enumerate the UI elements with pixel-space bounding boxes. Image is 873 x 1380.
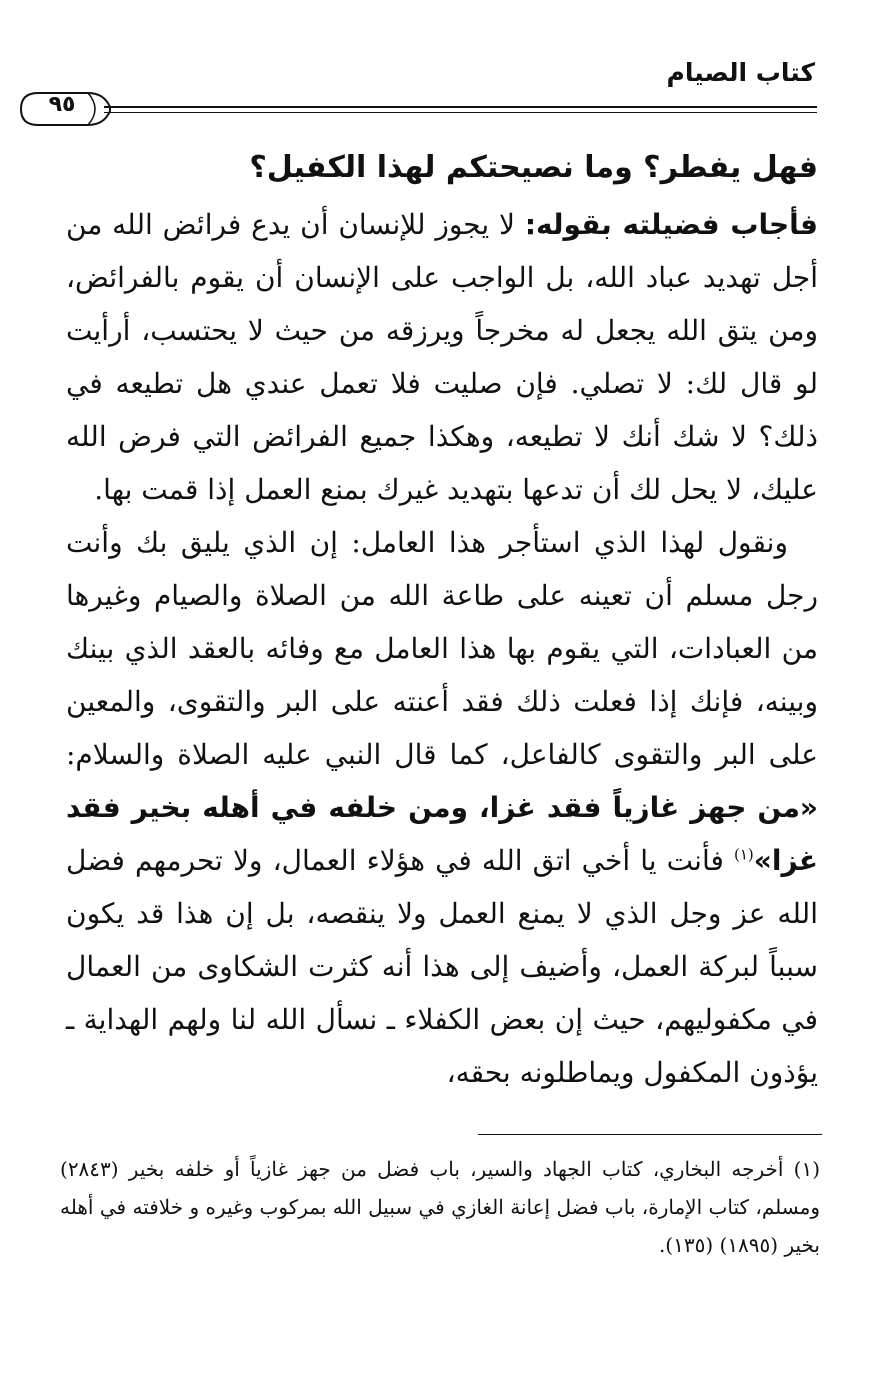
advice-text-before: ونقول لهذا الذي استأجر هذا العامل: إن الذي يليق بك وأنت رجل مسلم أن تعينه على طاعة الله من الصلاة والصيام وغيرها من العبادات، التي يقوم بها هذا العامل مع وفائه بالعقد الذي بينك وبينه، فإنك إذا فعلت ذلك فقد أعنته على البر والتقوى، والمعين على البر والتقوى كالفاعل، كما قال النبي عليه الصلاة والسلام: bbox=[66, 526, 818, 771]
page-number-badge bbox=[18, 90, 112, 128]
main-text bbox=[66, 140, 818, 1099]
footnote-rule bbox=[478, 1134, 822, 1135]
answer-lead: فأجاب فضيلته بقوله: bbox=[524, 208, 819, 241]
header-rule bbox=[104, 106, 817, 113]
footnote: (١) أخرجه البخاري، كتاب الجهاد والسير، باب فضل من جهز غازياً أو خلفه بخير (٢٨٤٣) ومسلم، كتاب الإمارة، باب فضل إعانة الغازي في سبيل الله بمركوب وغيره و خلافته في أهله بخير (١٨٩٥) (١٣٥). bbox=[60, 1157, 820, 1257]
advice-text-after: فأنت يا أخي اتق الله في هؤلاء العمال، ولا تحرمهم فضل الله عز وجل الذي لا يمنع العمل ولا ينقصه، بل إن هذا قد يكون سبباً لبركة العمل، وأضيف إلى هذا أنه كثرت الشكاوى من العمال في مكفوليهم، حيث إن بعض الكفلاء ـ نسأل الله لنا ولهم الهداية ـ يؤذون المكفول ويماطلونه بحقه، bbox=[66, 844, 818, 1089]
page-number: ٩٥ bbox=[48, 92, 76, 117]
question-heading: فهل يفطر؟ وما نصيحتكم لهذا الكفيل؟ bbox=[249, 150, 818, 185]
footnote-reference[interactable]: (١) bbox=[733, 845, 754, 864]
hadith-quote: «من جهز غازياً فقد غزا، ومن خلفه في أهله بخير فقد غزا» bbox=[66, 791, 818, 877]
advice-paragraph bbox=[66, 516, 818, 1099]
answer-paragraph bbox=[66, 198, 818, 516]
answer-text: لا يجوز للإنسان أن يدع فرائض الله من أجل تهديد عباد الله، بل الواجب على الإنسان أن يقوم بالفرائض، ومن يتق الله يجعل له مخرجاً ويرزقه من حيث لا يحتسب، أرأيت لو قال لك: لا تصلي. فإن صليت فلا تعمل عندي هل تطيعه في ذلك؟ لا شك أنك لا تطيعه، وهكذا جميع الفرائض التي فرض الله عليك، لا يحل لك أن تدعها بتهديد غيرك بمنع العمل إذا قمت بها. bbox=[66, 208, 818, 506]
running-header-title: كتاب الصيام bbox=[666, 58, 815, 87]
